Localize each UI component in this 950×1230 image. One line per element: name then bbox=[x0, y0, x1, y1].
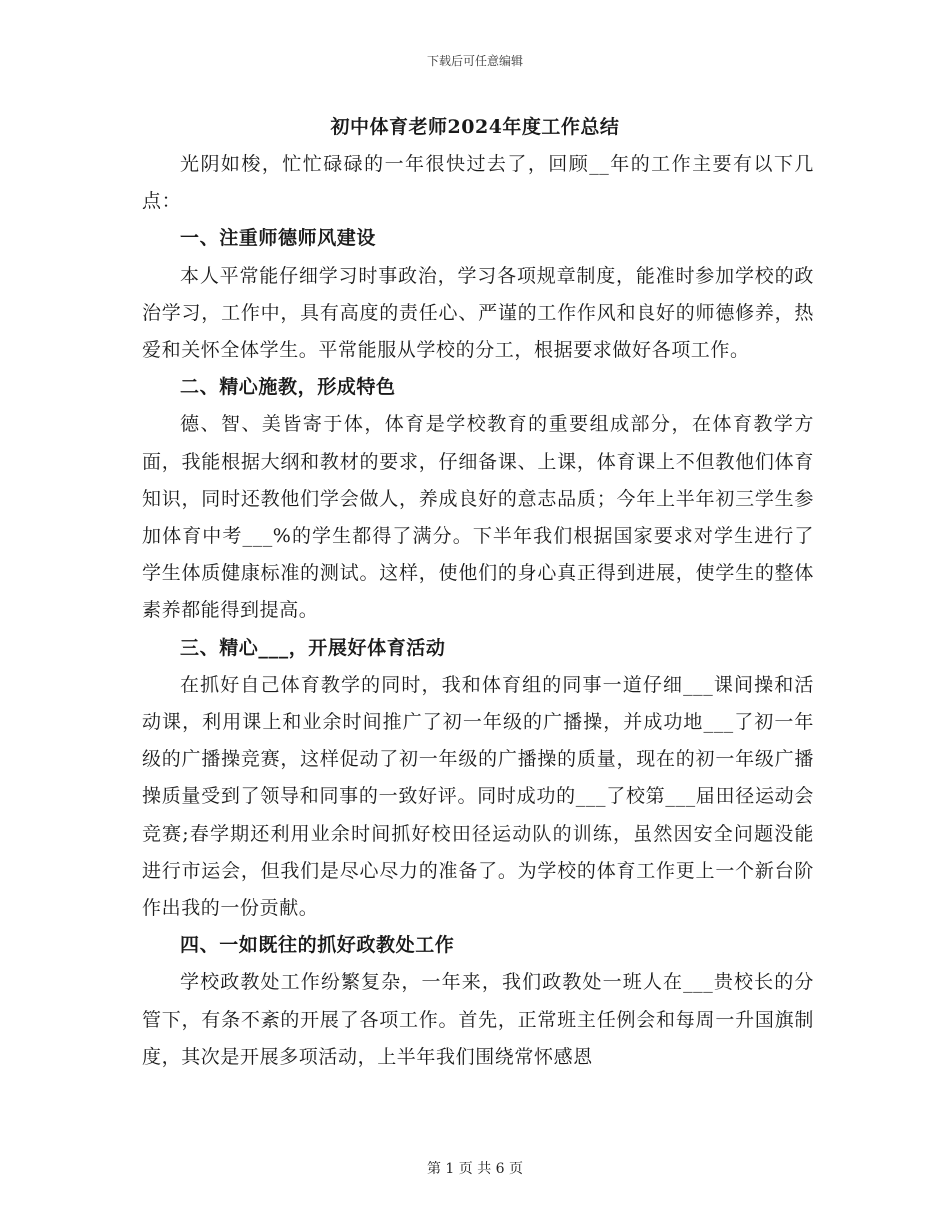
paragraph-section-4: 学校政教处工作纷繁复杂，一年来，我们政教处一班人在___贵校长的分管下，有条不紊的开展了各项工作。首先，正常班主任例会和每周一升国旗制度，其次是开展多项活动，上半年我们围绕常怀感恩 bbox=[142, 971, 814, 1068]
section-heading-2: 二、精心施教，形成特色 bbox=[180, 376, 396, 399]
section-heading-3: 三、精心___，开展好体育活动 bbox=[180, 636, 446, 659]
document-title: 初中体育老师2024年度工作总结 bbox=[330, 116, 620, 138]
paragraph-section-2: 德、智、美皆寄于体，体育是学校教育的重要组成部分，在体育教学方面，我能根据大纲和教材的要求，仔细备课、上课，体育课上不但教他们体育知识，同时还教他们学会做人，养成良好的意志品质；今年上半年初三学生参加体育中考___%的学生都得了满分。下半年我们根据国家要求对学生进行了学生体质健康标准的测试。这样，使他们的身心真正得到进展，使学生的整体素养都能得到提高。 bbox=[142, 413, 814, 622]
paragraph-section-3: 在抓好自己体育教学的同时，我和体育组的同事一道仔细___课间操和活动课，利用课上和业余时间推广了初一年级的广播操，并成功地___了初一年级的广播操竞赛，这样促动了初一年级的广播操的质量，现在的初一年级广播操质量受到了领导和同事的一致好评。同时成功的___了校第___届田径运动会竞赛;春学期还利用业余时间抓好校田径运动队的训练，虽然因安全问题没能进行市运会，但我们是尽心尽力的准备了。为学校的体育工作更上一个新台阶作出我的一份贡献。 bbox=[142, 673, 814, 920]
section-heading-1: 一、注重师德师风建设 bbox=[180, 227, 377, 250]
document-body bbox=[142, 146, 814, 1076]
paragraph-section-1: 本人平常能仔细学习时事政治，学习各项规章制度，能准时参加学校的政治学习，工作中，具有高度的责任心、严谨的工作作风和良好的师德修养，热爱和关怀全体学生。平常能服从学校的分工，根据要求做好各项工作。 bbox=[142, 264, 814, 362]
header-note: 下载后可任意编辑 bbox=[426, 54, 523, 68]
section-heading-4: 四、一如既往的抓好政教处工作 bbox=[180, 934, 455, 957]
page-number: 第 1 页 共 6 页 bbox=[426, 1161, 524, 1177]
paragraph-intro: 光阴如梭，忙忙碌碌的一年很快过去了，回顾__年的工作主要有以下几点： bbox=[142, 153, 814, 213]
